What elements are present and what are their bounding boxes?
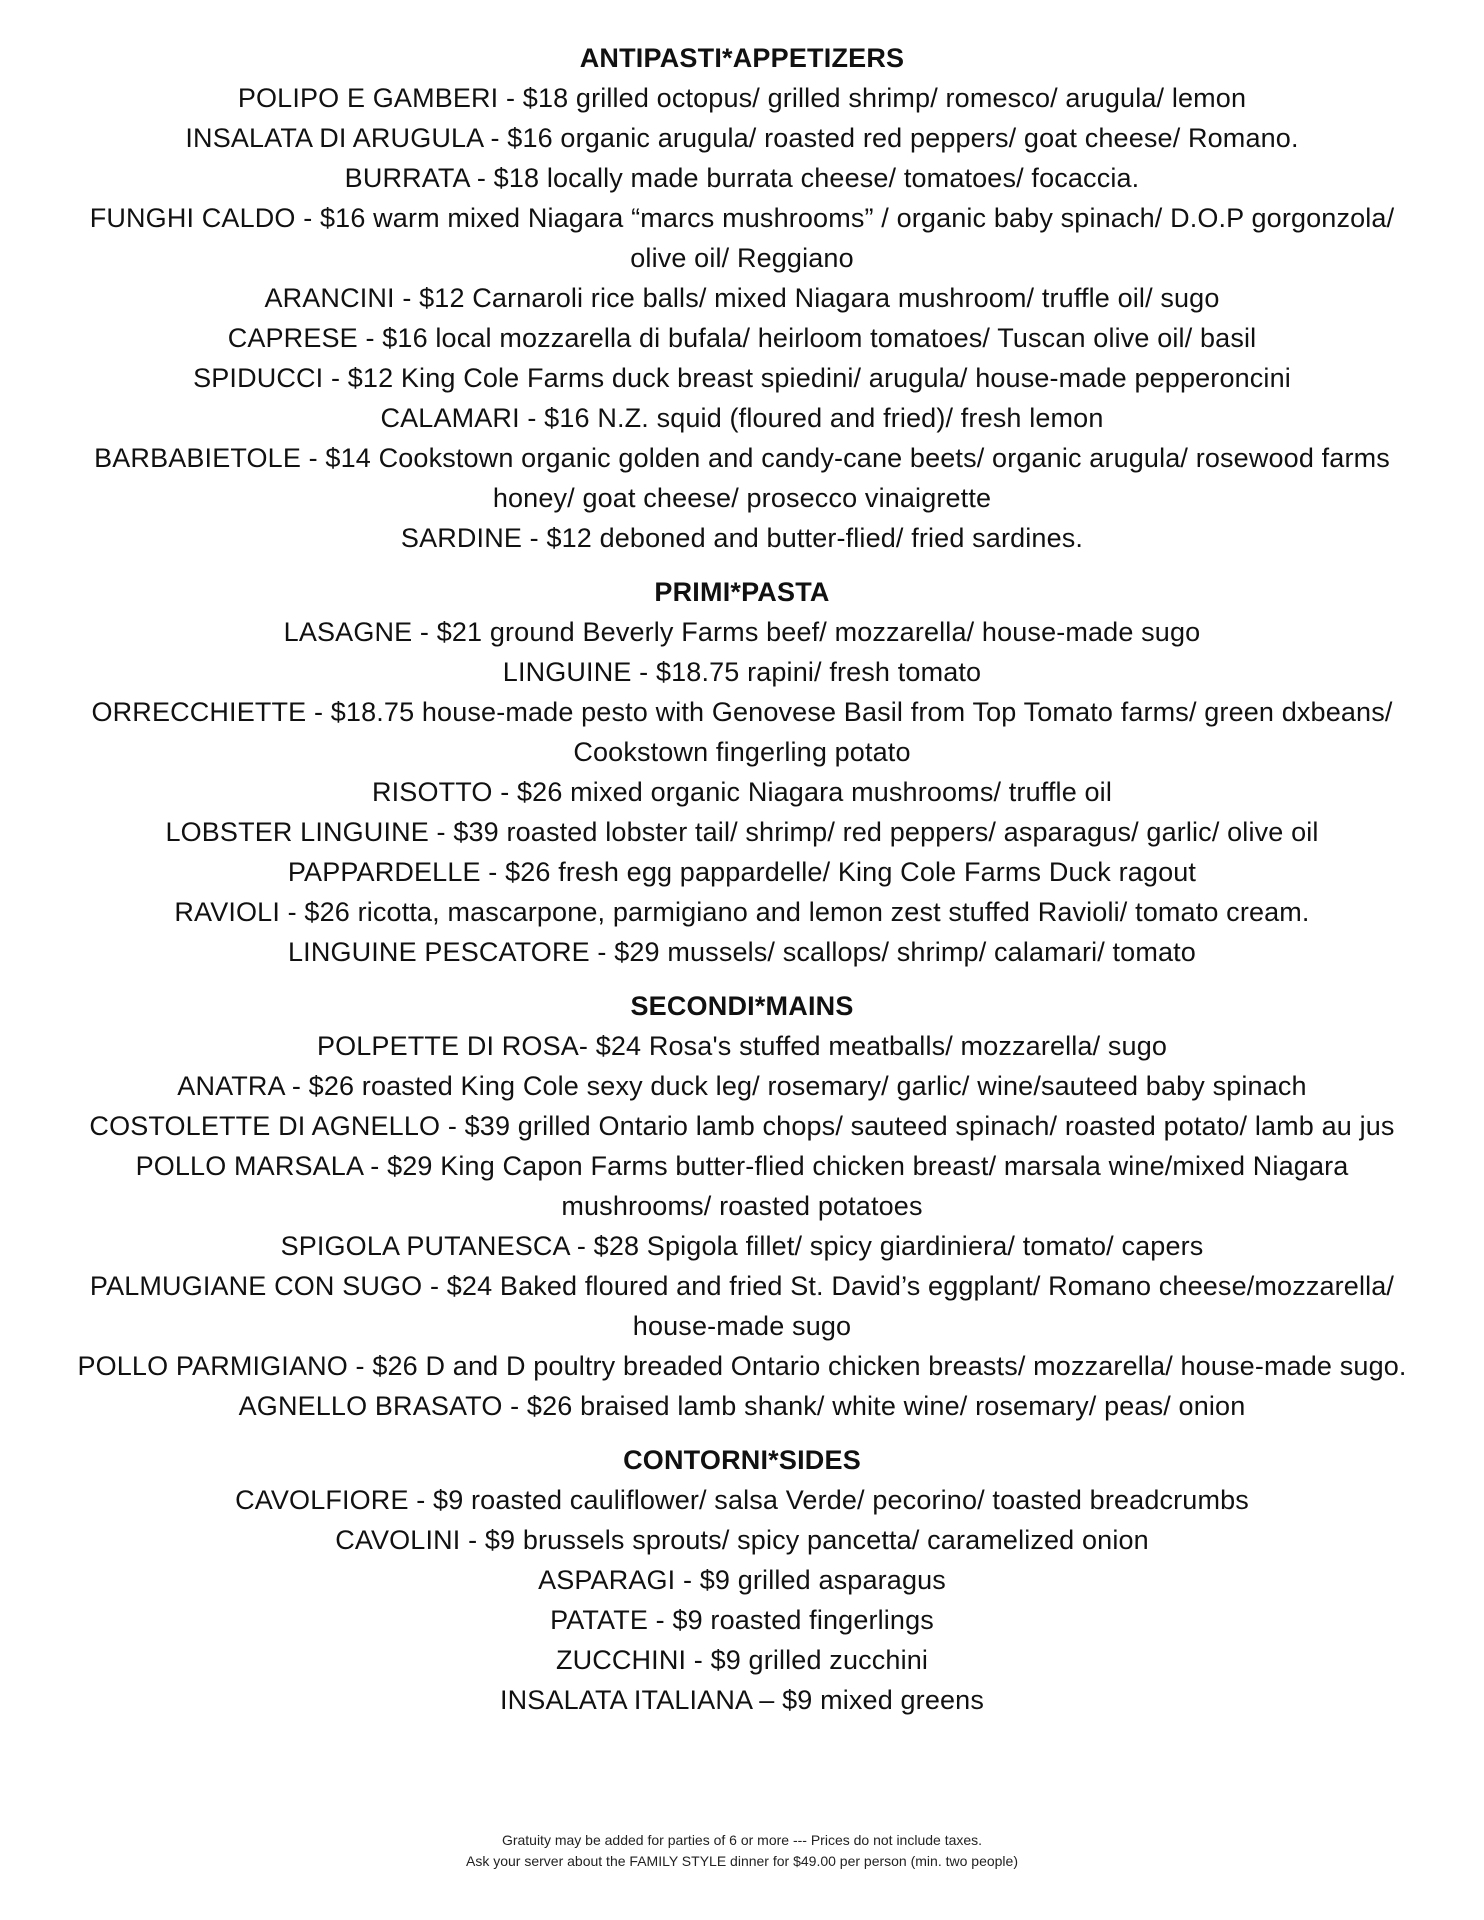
menu-item: POLLO MARSALA - $29 King Capon Farms butter-flied chicken breast/ marsala wine/mixed Niagara mushrooms/ roasted potatoes: [135, 1151, 1349, 1221]
menu-item: ZUCCHINI - $9 grilled zucchini: [555, 1645, 929, 1675]
menu-item: CALAMARI - $16 N.Z. squid (floured and fried)/ fresh lemon: [380, 403, 1104, 433]
footer-family-style-note: Ask your server about the FAMILY STYLE dinner for $49.00 per person (min. two people): [466, 1853, 1018, 1869]
menu-item: AGNELLO BRASATO - $26 braised lamb shank/ white wine/ rosemary/ peas/ onion: [238, 1391, 1246, 1421]
menu-item: ARANCINI - $12 Carnaroli rice balls/ mixed Niagara mushroom/ truffle oil/ sugo: [264, 283, 1220, 313]
menu-item: COSTOLETTE DI AGNELLO - $39 grilled Ontario lamb chops/ sauteed spinach/ roasted potato/ lamb au jus: [89, 1111, 1395, 1141]
section-antipasti: [0, 38, 1484, 558]
section-primi: [0, 572, 1484, 972]
menu-item: CAVOLINI - $9 brussels sprouts/ spicy pancetta/ caramelized onion: [335, 1525, 1149, 1555]
footer-gratuity-note: Gratuity may be added for parties of 6 or more --- Prices do not include taxes.: [501, 1832, 983, 1848]
menu-item: ORRECCHIETTE - $18.75 house-made pesto with Genovese Basil from Top Tomato farms/ green dxbeans/ Cookstown fingerling potato: [91, 697, 1393, 767]
menu-item: ASPARAGI - $9 grilled asparagus: [538, 1565, 946, 1595]
menu-item: FUNGHI CALDO - $16 warm mixed Niagara “marcs mushrooms” / organic baby spinach/ D.O.P gorgonzola/ olive oil/ Reggiano: [89, 203, 1395, 273]
menu-item: SPIGOLA PUTANESCA - $28 Spigola fillet/ spicy giardiniera/ tomato/ capers: [280, 1231, 1204, 1261]
section-secondi: [0, 986, 1484, 1426]
menu-item: ANATRA - $26 roasted King Cole sexy duck leg/ rosemary/ garlic/ wine/sauteed baby spinach: [177, 1071, 1307, 1101]
footer: [0, 1830, 1484, 1872]
menu-item: CAVOLFIORE - $9 roasted cauliflower/ salsa Verde/ pecorino/ toasted breadcrumbs: [235, 1485, 1249, 1515]
menu-item: POLLO PARMIGIANO - $26 D and D poultry breaded Ontario chicken breasts/ mozzarella/ house-made sugo.: [77, 1351, 1407, 1381]
menu-item: SPIDUCCI - $12 King Cole Farms duck breast spiedini/ arugula/ house-made pepperoncini: [193, 363, 1291, 393]
menu-item: RAVIOLI - $26 ricotta, mascarpone, parmigiano and lemon zest stuffed Ravioli/ tomato cream.: [174, 897, 1310, 927]
menu-item: CAPRESE - $16 local mozzarella di bufala/ heirloom tomatoes/ Tuscan olive oil/ basil: [227, 323, 1257, 353]
menu-item: RISOTTO - $26 mixed organic Niagara mushrooms/ truffle oil: [372, 777, 1112, 807]
menu-item: PATATE - $9 roasted fingerlings: [550, 1605, 934, 1635]
menu-item: LINGUINE - $18.75 rapini/ fresh tomato: [502, 657, 982, 687]
menu-item: POLPETTE DI ROSA- $24 Rosa's stuffed meatballs/ mozzarella/ sugo: [316, 1031, 1168, 1061]
menu-item: PALMUGIANE CON SUGO - $24 Baked floured and fried St. David’s eggplant/ Romano cheese/mozzarella/ house-made sugo: [89, 1271, 1395, 1341]
menu-item: SARDINE - $12 deboned and butter-flied/ fried sardines.: [400, 523, 1084, 553]
menu-item: BARBABIETOLE - $14 Cookstown organic golden and candy-cane beets/ organic arugula/ rosewood farms honey/ goat cheese/ prosecco vinaigrette: [94, 443, 1390, 513]
section-title: SECONDI*MAINS: [630, 991, 854, 1021]
menu-item: LASAGNE - $21 ground Beverly Farms beef/ mozzarella/ house-made sugo: [283, 617, 1201, 647]
menu-item: POLIPO E GAMBERI - $18 grilled octopus/ grilled shrimp/ romesco/ arugula/ lemon: [237, 83, 1247, 113]
menu-item: PAPPARDELLE - $26 fresh egg pappardelle/ King Cole Farms Duck ragout: [287, 857, 1197, 887]
section-title: ANTIPASTI*APPETIZERS: [579, 43, 905, 73]
section-title: CONTORNI*SIDES: [623, 1445, 861, 1475]
menu-item: LOBSTER LINGUINE - $39 roasted lobster tail/ shrimp/ red peppers/ asparagus/ garlic/ olive oil: [165, 817, 1319, 847]
menu: [0, 38, 1484, 1720]
menu-item: BURRATA - $18 locally made burrata cheese/ tomatoes/ focaccia.: [344, 163, 1140, 193]
menu-item: INSALATA DI ARUGULA - $16 organic arugula/ roasted red peppers/ goat cheese/ Romano.: [185, 123, 1299, 153]
menu-item: INSALATA ITALIANA – $9 mixed greens: [500, 1685, 984, 1715]
section-contorni: [0, 1440, 1484, 1720]
menu-item: LINGUINE PESCATORE - $29 mussels/ scallops/ shrimp/ calamari/ tomato: [288, 937, 1196, 967]
section-title: PRIMI*PASTA: [654, 577, 830, 607]
